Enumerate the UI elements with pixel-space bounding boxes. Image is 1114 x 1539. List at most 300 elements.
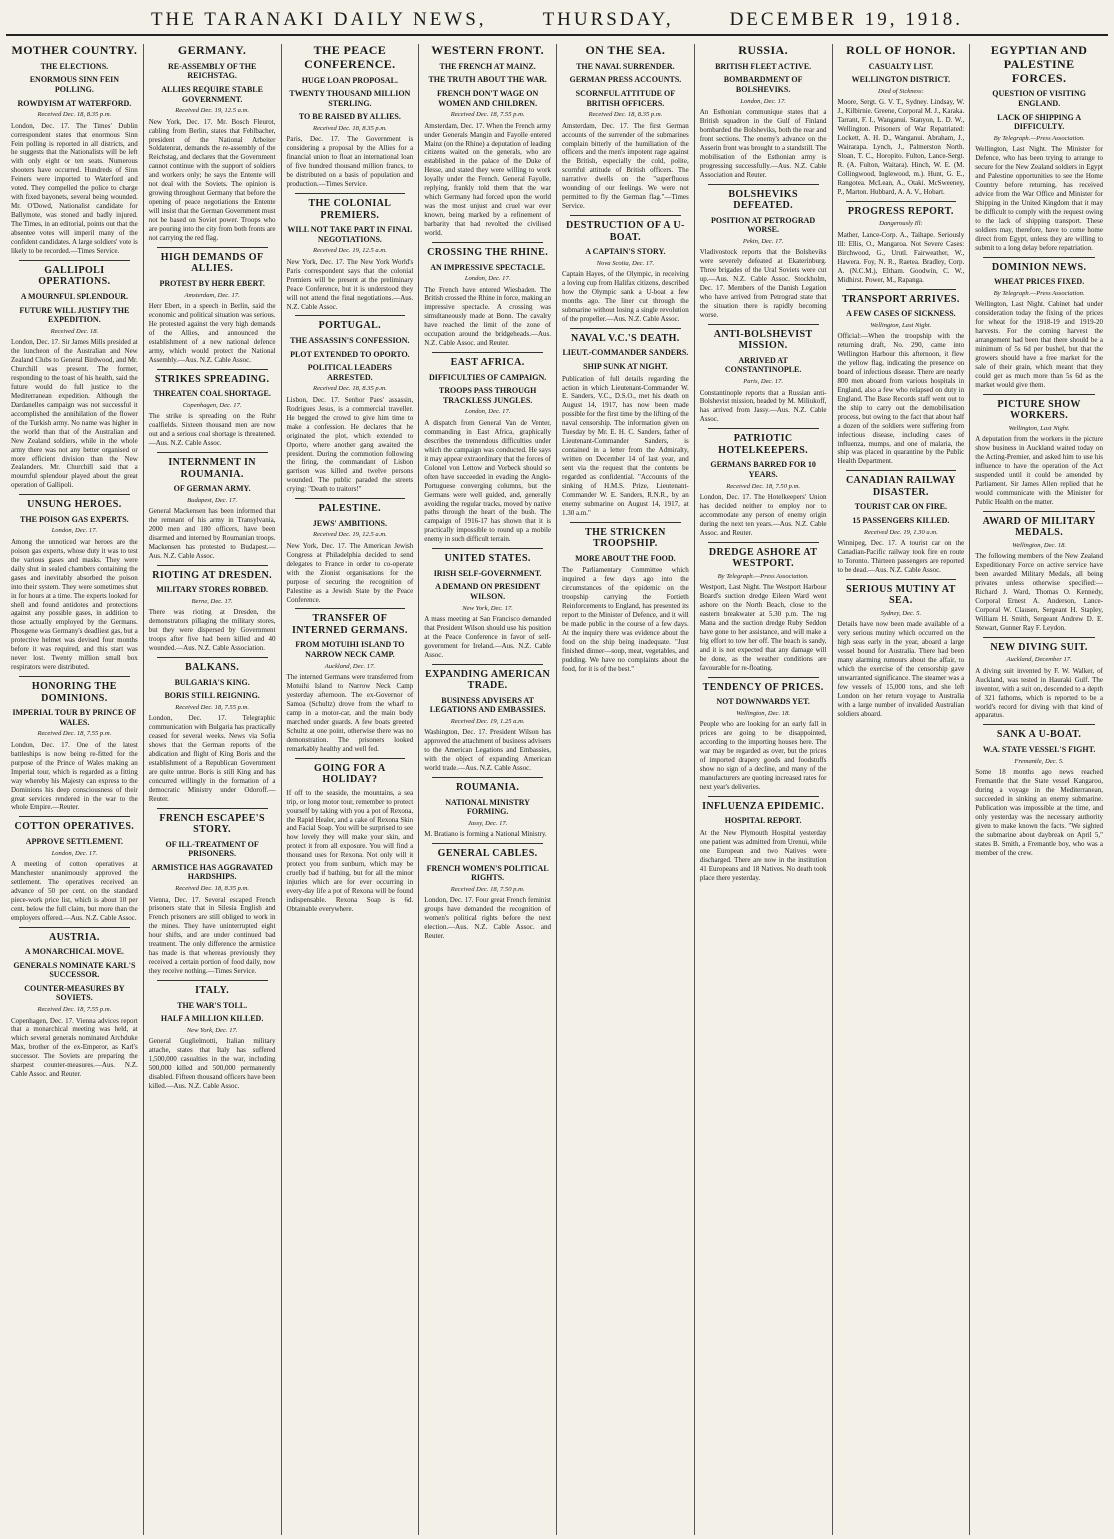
article-body: A deputation from the workers in the picture show business in Auckland waited today on the Acting-Premier, and asked him to use his influence to have the operation of the Act suspended until it could be amended by Parliament. Sir James Allen replied that he would communicate with the Minister for Public Health on the matter. (975, 435, 1105, 506)
article-body: The following members of the New Zealand Expeditionary Force on active service have been awarded Military Medals, all being privates unless otherwise specified:—Richard J. Ward, Thomas O. Kennedy, Corporal Ernest A. Anderson, Lance-Corporal W. Clausen, Sergeant H. Stapley, William H. Smith, Sergeant Andrew D. E. Stewart, Gunner Ray F. Leydon. (975, 552, 1105, 632)
article (975, 724, 1103, 857)
column-4 (419, 44, 557, 1535)
dateline: London, Dec. 17. (740, 97, 786, 105)
article-headline: THE WAR'S TOLL. (177, 1000, 248, 1010)
article (838, 579, 965, 719)
dateline: Received Dec. 18, 7.55 p.m. (450, 111, 525, 119)
article (149, 452, 276, 561)
article-headline: THE COLONIAL PREMIERS. (308, 198, 392, 221)
article (838, 62, 965, 197)
dateline: Received Dec. 18, 7.55 p.m. (175, 703, 250, 711)
article-headline: THREATEN COAL SHORTAGE. (153, 389, 271, 399)
dateline: Received Dec. 18. (50, 327, 99, 335)
column-1 (6, 44, 144, 1535)
article-headline: TENDENCY OF PRICES. (702, 681, 824, 693)
masthead-date: DECEMBER 19, 1918. (729, 9, 964, 30)
divider (983, 637, 1095, 638)
divider (295, 608, 406, 609)
dateline: Received Dec. 19, 12.5 a.m. (312, 247, 387, 255)
article-headline: ITALY. (195, 985, 230, 997)
article (562, 62, 689, 211)
article-headline: CANADIAN RAILWAY DISASTER. (845, 475, 956, 498)
divider (846, 470, 957, 471)
article (149, 980, 276, 1091)
masthead (6, 6, 1108, 36)
article-headline: TWENTY THOUSAND MILLION STERLING. (289, 89, 411, 108)
article (424, 777, 551, 839)
article-headline: GENERALS NOMINATE KARL'S SUCCESSOR. (13, 960, 136, 980)
dateline: Received Dec. 18, 7.50 p.m. (726, 482, 801, 490)
article-headline: JEWS' AMBITIONS. (312, 518, 387, 528)
column-heading: EGYPTIAN AND PALESTINE FORCES. (990, 44, 1088, 85)
article-headline: NATIONAL MINISTRY FORMING. (445, 797, 530, 817)
article (424, 242, 551, 348)
dateline: Received Dec. 18, 8.35 p.m. (175, 885, 250, 893)
article-body: A dispatch from General Van de Venter, commanding in East Africa, graphically describes the tremendous difficulties under which the campaign was conducted. He says it may appear extraordinary that the forces of Colonel von Lettow and Vorbeck should so often have succeeded in evading the Anglo-Portuguese converging columns, but the Germans were well guided, and, generally avoiding the regular tracks, moved by native paths through the heart of the bush. The campaign of 1916-17 has shown that it is practically impossible to round up a mobile enemy in such difficult terrain. (424, 418, 553, 544)
divider (432, 352, 543, 353)
article-headline: A CAPTAIN'S STORY. (585, 247, 666, 257)
article-headline: GOING FOR A HOLIDAY? (314, 762, 386, 786)
article-body: Details have now been made available of a very serious mutiny which occurred on the high seas early in the year, aboard a large vessel bound for Australia. There had been many alarming rumours about the affair, to which the exercise of the censorship gave unwarranted significance. The steamer was a few vessels of 15,000 tons, and she left London on her return voyage to Australia with a large number of invalided Australian soldiers aboard. (837, 620, 966, 718)
article (11, 676, 138, 812)
article-headline: CASUALTY LIST. (868, 61, 934, 71)
article-headline: IMPERIAL TOUR BY PRINCE OF WALES. (12, 708, 137, 727)
dateline: Received Dec. 18, 8.35 p.m. (37, 111, 112, 119)
dateline: London, Dec. 17. (51, 849, 98, 857)
article-headline: FROM MOTUIHI ISLAND TO NARROW NECK CAMP. (295, 640, 405, 660)
article-body: Vladivostock reports that the Bolsheviks were severely defeated at Ekaterinburg. Three brigades of the Ural Soviets were cut up.—Aus. N.Z. Cable Assoc. Stockholm, Dec. 17. Members of the Danish Legation who have arrived from Petrograd state that the situation there is rapidly becoming worse. (699, 248, 829, 319)
divider (295, 498, 406, 499)
article (838, 470, 965, 574)
article-body: Winnipeg, Dec. 17. A tourist car on the Canadian-Pacific railway took fire en route to Toronto. Thirteen passengers are reported to be dead.—Aus. N.Z. Cable Assoc. (837, 539, 966, 574)
article-headline: THE STRICKEN TROOPSHIP. (585, 526, 666, 550)
article-headline: AUSTRIA. (49, 931, 100, 943)
article (287, 498, 414, 604)
column-7 (833, 44, 971, 1535)
article-headline: LACK OF SHIPPING A DIFFICULTY. (997, 112, 1082, 132)
article-headline: POLITICAL LEADERS ARRESTED. (307, 363, 392, 382)
article-body: The strike is spreading on the Ruhr coalfields. Sixteen thousand men are now out and a serious coal shortage is threatened.—Aus. N.Z. Cable Assoc. (148, 412, 278, 448)
divider (983, 511, 1095, 512)
article-headline: PROTEST BY HERR EBERT. (159, 278, 265, 288)
article-headline: THE NAVAL SURRENDER. (576, 61, 675, 71)
article-headline: EXPANDING AMERICAN TRADE. (425, 668, 551, 692)
article-headline: HOSPITAL REPORT. (724, 816, 802, 826)
column-heading: RUSSIA. (738, 44, 789, 57)
article-headline: AWARD OF MILITARY MEDALS. (982, 515, 1096, 539)
article-headline: GENERAL CABLES. (437, 848, 538, 860)
article (975, 89, 1103, 252)
article-headline: A FEW CASES OF SICKNESS. (846, 309, 956, 319)
article-headline: BUSINESS ADVISERS AT LEGATIONS AND EMBASSIES. (429, 695, 546, 715)
divider (19, 260, 130, 261)
article (287, 193, 414, 311)
divider (157, 808, 268, 809)
dateline: London, Dec. 17. (51, 527, 98, 535)
article-headline: SANK A U-BOAT. (996, 729, 1082, 741)
article-body: Amsterdam, Dec. 17. When the French army under Generals Mangin and Fayolle entered Mainz (on the Rhine) a deputation of leading citizens waited on the generals, who are established in the palace of the Duke of Hesse, and stated they were willing to work loyally under the French. General Fayolle, replying, frankly told them that the war which Germany had forced upon the world was the most unjust and cruel war ever known, being marked by a refinement of barbarity that had revolted the civilised world. (424, 121, 553, 238)
divider (157, 369, 268, 370)
article-headline: WILL NOT TAKE PART IN FINAL NEGOTIATIONS. (287, 225, 413, 244)
article (975, 257, 1103, 390)
dateline: Received Dec. 19, 1.25 a.m. (450, 717, 525, 725)
dateline: By Telegraph.—Press Association. (993, 289, 1085, 297)
article-headline: GERMANS BARRED FOR 10 YEARS. (710, 460, 816, 479)
article-headline: TO BE RAISED BY ALLIES. (298, 112, 401, 122)
dateline: Sydney, Dec. 5. (880, 609, 922, 617)
divider (295, 193, 406, 194)
column-heading: ROLL OF HONOR. (846, 44, 956, 57)
article-headline: WHEAT PRICES FIXED. (994, 277, 1085, 287)
article-headline: W.A. STATE VESSEL'S FIGHT. (982, 744, 1096, 754)
article-body: Captain Hayes, of the Olympic, in receiving a loving cup from Halifax citizens, described how the Olympic sank a U-boat a few months ago. The liner cut through the submarine without losing a single revolution of the propeller.—Aus. N.Z. Cable Assoc. (562, 270, 691, 323)
article-headline: HONORING THE DOMINIONS. (31, 681, 117, 704)
article-headline: TROOPS PASS THROUGH TRACKLESS JUNGLES. (438, 386, 537, 405)
article-headline: GERMAN PRESS ACCOUNTS. (569, 75, 682, 85)
article-headline: STRIKES SPREADING. (154, 373, 270, 385)
dateline: Dangerously Ill: (879, 220, 923, 228)
article-headline: ENORMOUS SINN FEIN POLLING. (29, 75, 120, 94)
dateline: Received Dec. 18, 7.55 p.m. (37, 1006, 112, 1014)
article-body: Moore, Sergt. G. V. T., Sydney. Lindsay, W. J., Kilbirnie. Greene, Corporal M. J., Karaka. Tarrant, F. I., Wanganui. Stanyon, L. D. W., Wellington. Prisoners of War Repatriated: Lockett, A. H. D., Wanganui. Abraham, J., Wairarapa. Lynch, J., Palmerston North. Sloan, T. C., Horopito. Fulton, Lance-Sergt. R. (A. Fulton, Waitara). Hinch, W. E. (M. Collingwood, Inglewood, m.). Hunt, G. E., Rangotea. McLean, A., Otaki. McSweeney, P., Marton. Hubbard, A. A. V., Hobart. (837, 98, 966, 196)
article (838, 289, 965, 467)
article-body: Westport, Last Night. The Westport Harbour Board's suction dredge Eileen Ward went ashore on the North Beach, close to the eastern breakwater at 5.30 p.m. The tug Mana and the suction dredge Ruby Seddon have gone to her assistance, and will make a big effort to tow her off. The beach is sandy, and it is not expected that any damage will be done, as the weather conditions are favourable for re-floating. (699, 583, 829, 672)
article-headline: DESTRUCTION OF A U-BOAT. (566, 220, 685, 243)
divider (708, 677, 819, 678)
article-headline: PICTURE SHOW WORKERS. (997, 398, 1081, 422)
article-headline: INFLUENZA EPIDEMIC. (702, 800, 825, 812)
article-headline: ARRIVED AT CONSTANTINOPLE. (724, 355, 802, 375)
article-body: Official:—When the troopship with the returning draft, No. 290, came into Wellington Harbour this afternoon, it flew the yellow flag, indicating the presence on board of infectious disease. There are nearly 800 men aboard from various hospitals in England, also a few who relapsed on duty in England. The Base Records staff went out to the ship to carry out the demobilisation process, but owing to the fact that about half a dozen of the soldiers were suffering from infectious disease, including cases of influenza, mumps, and one of malaria, the ship was placed in quarantine by the Public Health Department. (837, 332, 966, 466)
dateline: New York, Dec. 17. (186, 1026, 238, 1034)
article (700, 542, 827, 673)
article-headline: A DEMAND ON PRESIDENT WILSON. (435, 582, 541, 601)
dateline: New York, Dec. 17. (462, 604, 513, 612)
article-headline: ROUMANIA. (455, 782, 520, 794)
dateline: By Telegraph.—Press Association. (993, 134, 1085, 142)
dateline: Wellington, Last Night. (870, 321, 932, 329)
divider (432, 548, 543, 549)
article (149, 369, 276, 448)
article-headline: LIEUT.-COMMANDER SANDERS. (562, 348, 689, 358)
dateline: Fremantle, Dec. 5. (1014, 757, 1064, 765)
article-headline: FRENCH DON'T WAGE ON WOMEN AND CHILDREN. (436, 88, 539, 108)
article-headline: GALLIPOLI OPERATIONS. (38, 264, 111, 288)
article-body: The interned Germans were transferred from Motuihi Island to Narrow Neck Camp yesterday afternoon. The ex-Governor of Samoa (Schultz) drove from the wharf to camp in a motor-car, and the main body marched under guards. A few boats greeted Schultz at one point, otherwise there was no demonstration. The prisoners looked remarkably healthy and well fed. (286, 673, 415, 753)
article (11, 927, 138, 1080)
article-headline: UNSUNG HEROES. (27, 499, 122, 511)
article-headline: TOURIST CAR ON FIRE. (854, 502, 947, 512)
article-body: A mass meeting at San Francisco demanded that President Wilson should use his position at the Peace Conference in favor of self-government for Ireland.—Aus. N.Z. Cable Assoc. (424, 614, 553, 659)
divider (432, 664, 543, 665)
column-2 (144, 44, 282, 1535)
article-headline: BOLSHEVIKS DEFEATED. (728, 188, 798, 212)
article (975, 394, 1103, 507)
article-headline: BRITISH FLEET ACTIVE. (715, 61, 812, 71)
article-body: London, Dec. 17. Four great French feminist groups have demanded the recognition of women's political rights before the next election.—Aus. N.Z. Cable Assoc. and Reuter. (424, 896, 553, 941)
article-body: The Parliamentary Committee which inquired a few days ago into the circumstances of the epidemic on the troopship carrying the Fortieth Reinforcements to England, has presented its report to the Minister of Defence, and it will be made public in the course of a few days. At the inquiry there was evidence about the food on the ship being inadequate. "Just finished dinner—soup, meat, vegetables, and pudding. We have no complaints about the food, for it is of the best." (562, 566, 691, 673)
article-headline: A MOURNFUL SPLENDOUR. (20, 291, 129, 301)
article (11, 260, 138, 490)
divider (708, 428, 819, 429)
article-headline: RE-ASSEMBLY OF THE REICHSTAG. (167, 61, 257, 81)
article-body: M. Bratiano is forming a National Ministry. (424, 830, 547, 839)
article-body: Some 18 months ago news reached Fremantle that the State vessel Kangaroo, during a voyage in the Mediterranean, succeeded in sinking an enemy submarine. Publication was impossible at the time, and only yesterday was the necessary authority given to make known the facts. "We sighted the submarine about daybreak on April 5," states B. Smith, a Fremantle boy, who was a member of the crew. (975, 767, 1105, 857)
article-headline: SCORNFUL ATTITUDE OF BRITISH OFFICERS. (575, 88, 676, 108)
article (975, 637, 1103, 721)
article (700, 62, 827, 180)
article-headline: ARMISTICE HAS AGGRAVATED HARDSHIPS. (151, 862, 273, 882)
article-body: If off to the seaside, the mountains, a sea trip, or long motor tour, remember to protect yourself by taking with you a pot of Rexona, the Rapid Healer, and a cake of Rexona Skin and Facial Soap. You will be surprised to see how lovely they will make your skin, and protect it from all exposure. You will find a thousand uses for Rexona. Not only will it protect you from sunburn, which may be cruelly bad if bathing, but for all the minor injuries which are for ever occurring in every-day life a pot of Rexona will be found indispensable. Rexona Soap is 6d. Obtainable everywhere. (286, 788, 415, 914)
divider (295, 315, 406, 316)
divider (983, 394, 1095, 395)
column-5 (557, 44, 695, 1535)
column-heading: GERMANY. (177, 44, 247, 57)
dateline: Berne, Dec. 17. (191, 597, 233, 605)
article-body: A meeting of cotton operatives at Manchester unanimously approved the settlement. The operatives received an advance of 50 per cent. on the standard piece-work price list, which is about 10 per cent. below the full claim, but more than the employers offered.—Aus. N.Z. Cable Assoc. (11, 859, 140, 922)
divider (157, 247, 268, 248)
article-body: Publication of full details regarding the action in which Lieutenant-Commander W. E. Sanders, V.C., D.S.O., met his death on August 14, 1917, has now been made possible for the first time by the lifting of the naval censorship. The information given on Tuesday by Mr. E. H. C. Sanders, father of Lieutenant-Commander Sanders, is contained in a letter from the Admiralty, written on December 14 of last year, and sent via the request that the contents be regarded as confidential. "Accounts of the sinking of H.M.S. Prize, Lieutenant-Commander W. E. Sanders, R.N.R., by an enemy submarine on August 14, 1917, at 1.30 a.m." (562, 374, 691, 517)
dateline: By Telegraph.—Press Association. (717, 572, 809, 580)
article-headline: HALF A MILLION KILLED. (160, 1014, 264, 1024)
divider (846, 579, 957, 580)
article-body: There was rioting at Dresden, the demonstrators pillaging the military stores, but they were dispersed by Government troops after five had been killed and 40 wounded.—Aus. N.Z. Cable Association. (148, 608, 278, 653)
divider (570, 522, 681, 523)
divider (157, 565, 268, 566)
dateline: Received Dec. 18, 7.55 p.m. (37, 730, 112, 738)
column-3 (282, 44, 420, 1535)
article-headline: APPROVE SETTLEMENT. (25, 836, 123, 846)
article-headline: NAVAL V.C.'S DEATH. (571, 332, 680, 344)
article-body: Constantinople reports that a Russian anti-Bolshevist mission, headed by M. Miliukoff, has arrived from Jassy.—Aus. N.Z. Cable Assoc. (699, 388, 829, 424)
article-body: London, Dec. 17. Sir James Mills presided at the luncheon of the Australian and New Zealand Clubs to General Birdwood, and Mr. Churchill was present. The former, responding to the toast of his health, said the future would do full justice to the Mediterranean expedition. Although the Dardanelles campaign was not successful it accomplished the annihilation of the flower of the Turkish army. No name was higher in the world than that of the Australian and New Zealand soldiers, while in the whole army there was not any better organised or more efficient division than the New Zealanders. Mr. Churchill said that a mournful splendour played about the great operation of Gallipoli. (11, 338, 140, 490)
article-body: London, Dec. 17. One of the latest battleships is now being re-fitted for the purpose of the Prince of Wales making an Imperial tour, which is regarded as a fitting way whereby his Majesty can express to the Dominions his deep consciousness of their great services rendered in the war to the whole Empire.—Reuter. (11, 740, 140, 812)
article-headline: COTTON OPERATIVES. (14, 821, 135, 833)
article-headline: WELLINGTON DISTRICT. (851, 75, 951, 85)
dateline: Received Dec. 18, 7.50 p.m. (450, 885, 525, 893)
divider (846, 289, 957, 290)
article-headline: COUNTER-MEASURES BY SOVIETS. (24, 983, 125, 1003)
article-headline: SHIP SUNK AT NIGHT. (583, 361, 668, 371)
divider (157, 452, 268, 453)
article-body: Mather, Lance-Corp. A., Taihape. Seriously Ill: Ellis, O., Mangaroa. Not Severe Cases: Birchwood, G., Urutl. Fairweather, W., Hawera. Foy, N. R., Raetea. Bradley, Corp. A. (N.C.M.), Eltham. Goodwin, C. W., Midhirst. Power, M., Rapanga. (837, 230, 966, 284)
article-headline: CROSSING THE RHINE. (427, 247, 549, 258)
article-body: General Mackensen has been informed that the remnant of his army in Transylvania, 2000 men and 180 officers, have been disarmed and interned by Roumanian troops. Mackensen has protested to Budapest.—Aus. N.Z. Cable Assoc. (148, 507, 278, 560)
article-headline: BULGARIA'S KING. (174, 677, 250, 687)
article (700, 184, 827, 320)
article-body: Copenhagen, Dec. 17. Vienna advices report that a monarchical meeting was held, at which several generals nominated Archduke Max, brother of the ex-Emperor, as Karl's successor. The Soviets are preparing the sharpest counter-measures.—Aus. N.Z. Cable Assoc. and Reuter. (11, 1016, 140, 1079)
article-headline: A MONARCHICAL MOVE. (24, 947, 124, 957)
article-headline: PLOT EXTENDED TO OPORTO. (290, 349, 410, 359)
article (287, 608, 414, 753)
article-body: New York, Dec. 17. The American Jewish Congress at Philadelphia decided to send delegates to France in order to co-operate with the Zionist organisations for the purpose of securing the recognition of Palestine as a Jewish State by the Peace Conference. (286, 541, 415, 604)
article-headline: RIOTING AT DRESDEN. (152, 569, 272, 581)
dateline: Wellington, Dec. 18. (1012, 541, 1067, 549)
article-headline: BORIS STILL REIGNING. (164, 691, 260, 701)
article-headline: NOT DOWNWARDS YET. (716, 697, 810, 707)
article-headline: ALLIES REQUIRE STABLE GOVERNMENT. (161, 84, 263, 104)
article-body: The French have entered Wiesbaden. The British crossed the Rhine in force, making an impressive spectacle. A crossing was simultaneously made at Bonn. The cavalry have reached the limit of the zone of occupation around the bridgeheads.—Aus. N.Z. Cable Assoc. and Reuter. (424, 285, 553, 348)
divider (432, 777, 543, 778)
divider (432, 242, 543, 243)
article-body: London, Dec. 17. Telegraphic communication with Bulgaria has practically ceased for several weeks. News via Sofia shows that the German reports of the abdication and flight of King Boris and the establishment of a Republican Government are quite untrue. Boris is still King and has concurred willingly in the formation of a democratic Ministry under Odoroff.—Reuter. (148, 714, 278, 803)
article (287, 76, 414, 190)
dateline: Amsterdam, Dec. 17. (184, 291, 240, 299)
dateline: Wellington, Dec. 18. (736, 709, 791, 717)
columns (6, 44, 1108, 1535)
article (562, 522, 689, 674)
article (149, 247, 276, 365)
divider (432, 843, 543, 844)
article (149, 657, 276, 804)
article (149, 808, 276, 976)
article-headline: POSITION AT PETROGRAD WORSE. (711, 215, 816, 235)
article-body: Herr Ebert, in a speech in Berlin, said the economic and political situation was serious. He protested against the very high demands of the Allies, and announced the establishment of a new national defence army, which would protect the National Assembly.—Aus. N.Z. Cable Assoc. (148, 301, 278, 364)
dateline: Died of Sickness: (877, 87, 924, 95)
article-headline: HIGH DEMANDS OF ALLIES. (160, 251, 264, 275)
article-headline: NEW DIVING SUIT. (990, 641, 1088, 653)
article-headline: OF GERMAN ARMY. (173, 484, 251, 493)
divider (708, 542, 819, 543)
article-headline: THE FRENCH AT MAINZ. (439, 61, 536, 71)
article (700, 428, 827, 537)
article (11, 62, 138, 256)
divider (570, 328, 681, 329)
article-headline: MORE ABOUT THE FOOD. (575, 553, 676, 563)
column-8 (970, 44, 1108, 1535)
article (287, 315, 414, 494)
article-body: London, Dec. 17. The Hotelkeepers' Union has decided neither to employ nor to accommodate any person of enemy origin during the next ten years.—Aus. N.Z. Cable Assoc. and Reuter. (699, 492, 829, 537)
article-headline: FUTURE WILL JUSTIFY THE EXPEDITION. (19, 305, 130, 325)
article-headline: BOMBARDMENT OF BOLSHEVIKS. (723, 75, 803, 94)
article-headline: IRISH SELF-GOVERNMENT. (433, 568, 542, 578)
article (11, 494, 138, 672)
article-body: At the New Plymouth Hospital yesterday one patient was admitted from Urenui, while one European and two Natives were discharged. There are now in the institution 41 Europeans and 18 Natives. No death took place there yesterday. (699, 828, 829, 882)
column-6 (695, 44, 833, 1535)
article (424, 664, 551, 773)
article (287, 758, 414, 914)
divider (19, 816, 130, 817)
article-headline: THE TRUTH ABOUT THE WAR. (428, 75, 547, 85)
divider (295, 758, 406, 759)
divider (19, 927, 130, 928)
article-headline: DREDGE ASHORE AT WESTPORT. (708, 546, 818, 570)
dateline: Received Dec. 19, 12.5 a.m. (312, 531, 387, 539)
article-headline: INTERNMENT IN ROUMANIA. (168, 457, 256, 480)
article (838, 201, 965, 285)
divider (708, 324, 819, 325)
article-body: People who are looking for an early fall in prices are going to be disappointed, according to the importing houses here. The war may be regarded as over, but the prices of imported drapery goods and foodstuffs show no sign of a decline, and many of the manufacturers are quoting increased rates for next year's deliveries. (699, 720, 829, 791)
article-headline: SERIOUS MUTINY AT SEA. (846, 583, 956, 607)
article-body: Wellington, Last Night. Cabinet had under consideration today the fixing of the prices for wheat for the 1918-19 and 1919-20 harvests. For the coming harvest the arrangement had been that there should be a minimum of 5s 6d per bushel, but that the growers should have a free market for the sale of their grain, which meant that they could get as much more than 5s 6d as the market would give them. (975, 300, 1105, 389)
article-headline: OF ILL-TREATMENT OF PRISONERS. (165, 839, 259, 859)
dateline: Wellington, Last Night. (1008, 424, 1070, 432)
article-body: An Esthonian communique states that a British squadron in the Gulf of Finland bombarded the Bolsheviks, both the rear and front sections. The enemy's advance on the Asserin front was brought to a standstill. The mobilisation of the Esthonian army is progressing successfully.—Aus. N.Z. Cable Association and Reuter. (699, 108, 829, 179)
article-headline: BALKANS. (185, 662, 240, 674)
dateline: Received Dec. 18, 8.35 p.m. (588, 111, 663, 119)
article (562, 328, 689, 518)
masthead-day: THURSDAY, (542, 9, 674, 30)
article-headline: DOMINION NEWS. (991, 261, 1087, 273)
article-headline: FRENCH ESCAPEE'S STORY. (159, 812, 265, 836)
article-body: London, Dec. 17. The Times' Dublin correspondent states that enormous Sinn Fein polling is reported in all districts, and he suggests that the Nationalists will be left with only eight or ten seats. Numerous shooters have occurred. Hundreds of Sinn Feiners were imported to Waterford and voted. They compelled the police to charge with fixed bayonets, several being wounded. Mr. O'Dowd, Nationalist candidate for Ballymote, was stoned and badly injured. The Times, in an editorial, points out that the absentee votes will imperil many of the confident candidates. A large soldiers' vote is likely to be recorded.—Times Service. (11, 121, 140, 255)
article-body: Lisbon, Dec. 17. Senhor Paes' assassin, Rodrigues Jesus, is a commercial traveller. He begged the crowd to give him time to make a confession. He declares that he originated the plot, which extended to Oporto, where another gang awaited the president. During the commotion following the firing, the commandant of Lisbon garrison was killed and twelve persons wounded. The public paraded the streets crying: "Death to traitors!" (286, 395, 415, 494)
article (424, 352, 551, 544)
article-headline: PORTUGAL. (318, 320, 382, 332)
article-body: Among the unnoticed war heroes are the poison gas experts, whose duty it was to test the various gases and masks. They were daily shut in sealed chambers containing the gases and inevitably absorbed the poison into their system. They were sometimes shut in for hours at a time. The experts looked for shell and found antidotes and protections against any possible gases, in addition to those actually employed by the Germans. Phosgene was Germany's deadliest gas, but a protective helmet was devised four months before it was required, and this start was never lost. Twenty million small box respirators were distributed. (11, 537, 140, 672)
column-heading: WESTERN FRONT. (431, 44, 544, 57)
divider (19, 676, 130, 677)
column-heading: ON THE SEA. (585, 44, 666, 57)
article-body: Amsterdam, Dec. 17. The first German accounts of the surrender of the submarines complain bitterly of the humiliation of the officers and the men's impotent rage against the British, especially the cold, polite, scornful attitude of British officers. The narrative dwells on the "superfluous wounding of our feelings. We were not permitted to fly the German flag."—Times Service. (562, 121, 691, 211)
divider (157, 980, 268, 981)
column-heading: MOTHER COUNTRY. (11, 44, 138, 57)
article (149, 62, 276, 243)
article (700, 796, 827, 883)
article-headline: THE ELECTIONS. (40, 61, 109, 71)
article-body: Wellington, Last Night. The Minister for Defence, who has been trying to arrange to secure for the New Zealand soldiers in Egypt and Palestine opportunities to see the Home Country before returning, has received advice from the War Office and Minister for Shipping in the United Kingdom that it may be difficult to comply with the request owing to the lack of shipping transport. These soldiers may, therefore, have to come home direct from Egypt, unless they are willing to submit to a long delay before repatriation. (975, 145, 1105, 252)
article (424, 62, 551, 238)
article-headline: QUESTION OF VISITING ENGLAND. (992, 89, 1087, 108)
article-headline: PALESTINE. (318, 503, 382, 515)
divider (846, 201, 957, 202)
article-body: Washington, Dec. 17. President Wilson has approved the attachment of business advisers to the American Legations and Embassies, with the object of expanding American world trade.—Aus. N.Z. Cable Assoc. (424, 728, 553, 773)
article-headline: FRENCH WOMEN'S POLITICAL RIGHTS. (426, 863, 549, 883)
article-headline: ANTI-BOLSHEVIST MISSION. (713, 328, 813, 352)
dateline: Auckland, December 17. (1006, 656, 1072, 664)
divider (708, 184, 819, 185)
article-body: A diving suit invented by F. W. Walker, of Auckland, was tested in Hauraki Gulf. The inventor, with a suit on, descended to a depth of 321 fathoms, which is reported to be a world's record for diving with that kind of apparatus. (975, 666, 1105, 720)
article-headline: PROGRESS REPORT. (847, 205, 954, 217)
dateline: Received Dec. 18, 8.35 p.m. (312, 385, 387, 393)
divider (708, 796, 819, 797)
article (562, 215, 689, 324)
article-headline: TRANSPORT ARRIVES. (841, 293, 960, 305)
dateline: Paris, Dec. 17. (743, 378, 783, 386)
article-headline: THE ASSASSIN'S CONFESSION. (290, 335, 410, 345)
article-headline: TRANSFER OF INTERNED GERMANS. (292, 613, 408, 636)
article (700, 324, 827, 424)
article-body: Vienna, Dec. 17. Several escaped French prisoners state that in Silesia English and French prisoners are still obliged to work in the mines. They have uninterrupted eight hour shifts, and are under continued bad treatment. The only difference the armistice has made is that whereas previously they received a certain portion of food daily, now they receive nothing.—Times Service. (148, 895, 278, 976)
divider (19, 494, 130, 495)
article-headline: EAST AFRICA. (450, 357, 525, 369)
divider (983, 724, 1095, 725)
dateline: Auckland, Dec. 17. (324, 662, 376, 670)
dateline: Copenhagen, Dec. 17. (182, 401, 242, 409)
article-headline: HUGE LOAN PROPOSAL. (301, 75, 398, 85)
article (424, 548, 551, 659)
article-body: Paris, Dec. 17. The Government is considering a proposal by the Allies for a financial union to float an international loan of five hundred thousand million francs, to be distributed on a basis of population and production.—Times Service. (286, 135, 415, 189)
dateline: Pekin, Dec. 17. (742, 237, 784, 245)
dateline: Received Dec. 18, 8.35 p.m. (312, 124, 387, 132)
dateline: Received Dec. 19, 12.5 a.m. (175, 107, 250, 115)
dateline: Budapest, Dec. 17. (187, 496, 238, 504)
article-headline: 15 PASSENGERS KILLED. (852, 515, 950, 525)
article (700, 677, 827, 792)
article-headline: UNITED STATES. (444, 553, 531, 565)
dateline: Jassy, Dec. 17. (467, 819, 508, 827)
article-headline: MILITARY STORES ROBBED. (156, 585, 269, 595)
article-headline: DIFFICULTIES OF CAMPAIGN. (428, 372, 547, 382)
article-headline: ROWDYISM AT WATERFORD. (17, 98, 132, 108)
column-heading: THE PEACE CONFERENCE. (304, 44, 396, 71)
article-headline: AN IMPRESSIVE SPECTACLE. (430, 262, 545, 272)
article (11, 816, 138, 922)
article-body: New York, Dec. 17. The New York World's Paris correspondent says that the colonial Premiers will be present at the preliminary Peace Conference, but it is understood they will not attend the final negotiations.—Aus. N.Z. Cable Assoc. (286, 257, 415, 311)
article-headline: PATRIOTIC HOTELKEEPERS. (718, 433, 809, 456)
masthead-title: THE TARANAKI DAILY NEWS, (150, 9, 487, 30)
article (975, 511, 1103, 633)
